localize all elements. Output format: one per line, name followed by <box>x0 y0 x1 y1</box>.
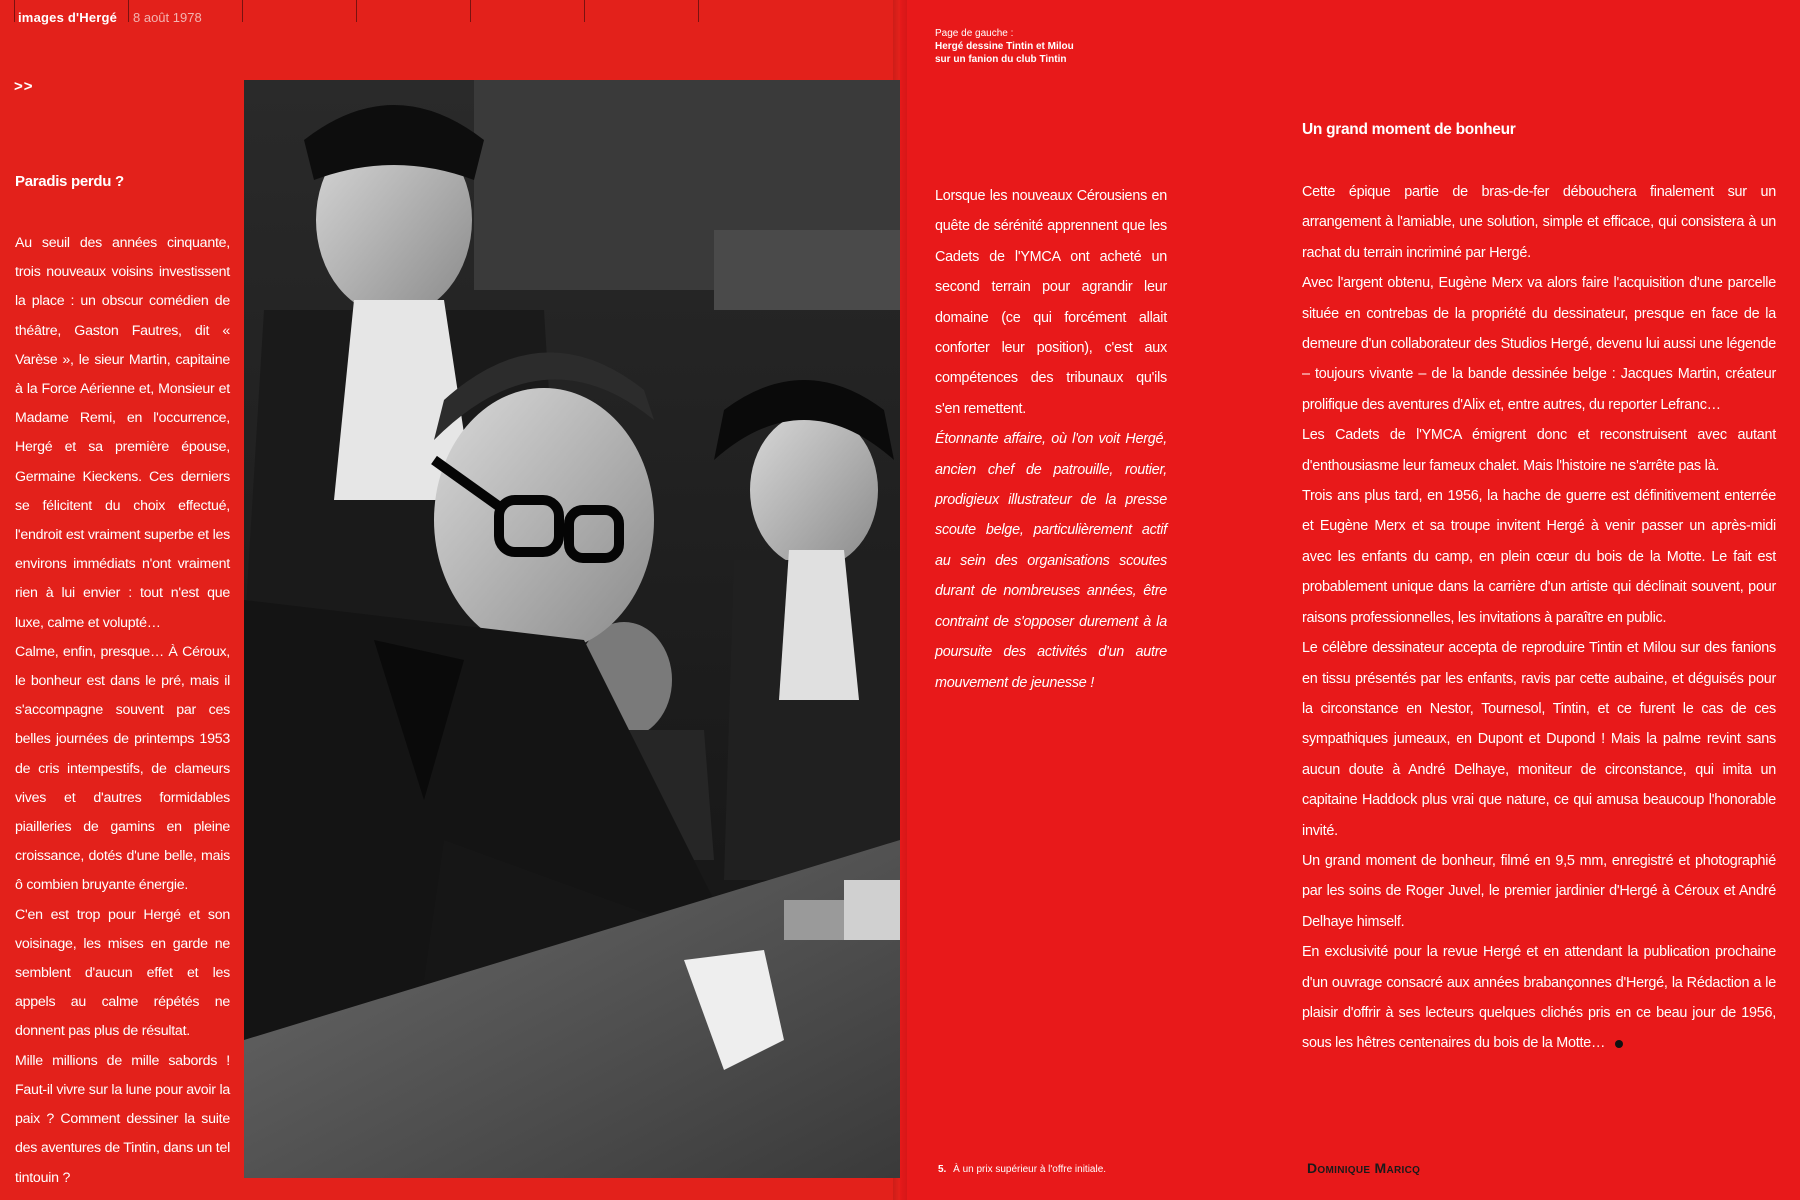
paragraph: Avec l'argent obtenu, Eugène Merx va alors faire l'acquisition d'une parcelle située en contrebas de la propriété du dessinateur, presque en face de la demeure d'un collaborateur des Studios Hergé, devenu lui aussi une légende – toujours vivante – de la bande dessinée belge : Jacques Martin, créateur prolifique des aventures d'Alix et, entre autres, du reporter Lefranc… <box>1302 275 1776 413</box>
paragraph: Cette épique partie de bras-de-fer débouchera finalement sur un arrangement à l'amiable, une solution, simple et efficace, qui consistera à un rachat du terrain incriminé par Hergé. <box>1302 184 1776 261</box>
author-signature: Dominique Maricq <box>1307 1160 1421 1176</box>
continuation-marker: >> <box>14 78 34 95</box>
header-divider <box>242 0 243 22</box>
paragraph: Un grand moment de bonheur, filmé en 9,5 mm, enregistré et photographié par les soins de Roger Juvel, le premier jardinier d'Hergé à Céroux et André Delhaye himself. <box>1302 852 1776 930</box>
paragraph: Mille millions de mille sabords ! Faut-il vivre sur la lune pour avoir la paix ? Comment dessiner la suite des aventures de Tintin, dans un tel tintouin ? <box>15 1052 230 1186</box>
right-text-column <box>1302 121 1776 1059</box>
paragraph: Au seuil des années cinquante, trois nouveaux voisins investissent la place : un obscur comédien de théâtre, Gaston Fautres, dit « Varèse », le sieur Martin, capitaine à la Force Aérienne et, Monsieur et Madame Remi, en l'occurrence, Hergé et sa première épouse, Germaine Kieckens. Ces derniers se félicitent du choix effectué, l'endroit est vraiment superbe et les environs immédiats n'ont vraiment rien à lui envier : tout n'est que luxe, calme et volupté… <box>15 235 230 631</box>
caption-label: Page de gauche : <box>935 28 1014 39</box>
header-date: 8 août 1978 <box>133 10 202 25</box>
paragraph-last-text: En exclusivité pour la revue Hergé et en attendant la publication prochaine d'un ouvrage consacré aux années brabançonnes d'Hergé, la Rédaction a le plaisir d'offrir à ses lecteurs quelques clichés pris en ce beau jour de 1956, sous les hêtres centenaires du bois de la Motte… <box>1302 944 1776 1052</box>
caption-text: Hergé dessine Tintin et Milou sur un fanion du club Tintin <box>935 41 1074 65</box>
header-divider <box>698 0 699 22</box>
running-header <box>0 0 700 26</box>
footnote-text: À un prix supérieur à l'offre initiale. <box>953 1164 1107 1175</box>
paragraph: Trois ans plus tard, en 1956, la hache de guerre est définitivement enterrée et Eugène Merx et sa troupe invitent Hergé à venir passer un après-midi avec les enfants du camp, en plein cœur du bois de la Motte. Le fait est probablement unique dans la carrière d'un artiste qui déclinait souvent, pour raisons professionnelles, les invitations à paraître en public. <box>1302 488 1776 626</box>
photo-illustration <box>244 80 900 1178</box>
header-brand: images d'Hergé <box>18 10 118 25</box>
header-divider <box>14 0 15 22</box>
paragraph: Le célèbre dessinateur accepta de reproduire Tintin et Milou sur des fanions en tissu présentés par les enfants, ravis par cette aubaine, et déguisés pour la circonstance en Nestor, Tournesol, Tintin, et ce furent le cas de ces sympathiques jumeaux, en Dupont et Dupond ! Mais la palme revint sans aucun doute à André Delhaye, moniteur de circonstance, qui imita un capitaine Haddock plus vrai que nature, ce qui amusa beaucoup l'honorable invité. <box>1302 640 1776 839</box>
footnote <box>938 1164 1106 1175</box>
paragraph: Lorsque les nouveaux Cérousiens en quête de sérénité apprennent que les Cadets de l'YMCA ont acheté un second terrain pour agrandir leur domaine (ce qui forcément allait conforter leur position), c'est aux compétences des tribunaux qu'ils s'en remettent. <box>935 188 1167 417</box>
middle-text-column <box>935 181 1167 698</box>
section-heading-paradis: Paradis perdu ? <box>15 173 124 190</box>
section-heading-bonheur: Un grand moment de bonheur <box>1302 121 1516 138</box>
paragraph: C'en est trop pour Hergé et son voisinage, les mises en garde ne semblent d'aucun effet et les appels au calme répétés ne donnent pas plus de résultat. <box>15 906 230 1040</box>
paragraph: Calme, enfin, presque… À Céroux, le bonheur est dans le pré, mais il s'accompagne souvent par ces belles journées de printemps 1953 de cris intempestifs, de clameurs vives et d'autres formidables piailleries de gamins en pleine croissance, dotés d'une belle, mais ô combien bruyante énergie. <box>15 643 230 894</box>
footnote-number: 5. <box>938 1164 947 1175</box>
italic-paragraph: Étonnante affaire, où l'on voit Hergé, ancien chef de patrouille, routier, prodigieux illustrateur de la presse scoute belge, particulièrement actif au sein des organisations scoutes durant de nombreuses années, être contraint de s'opposer durement à la poursuite des activités d'un autre mouvement de jeunesse ! <box>935 431 1167 691</box>
header-divider <box>128 0 129 22</box>
header-divider <box>584 0 585 22</box>
left-text-column <box>15 173 230 1193</box>
paragraph-last <box>1302 937 1776 1059</box>
herge-drawing-photo <box>244 80 900 1178</box>
paragraph: Les Cadets de l'YMCA émigrent donc et reconstruisent avec autant d'enthousiasme leur fameux chalet. Mais l'histoire ne s'arrête pas là. <box>1302 427 1776 474</box>
end-of-article-dot-icon <box>1615 1040 1623 1048</box>
header-divider <box>356 0 357 22</box>
header-divider <box>470 0 471 22</box>
photo-caption <box>935 27 1085 66</box>
